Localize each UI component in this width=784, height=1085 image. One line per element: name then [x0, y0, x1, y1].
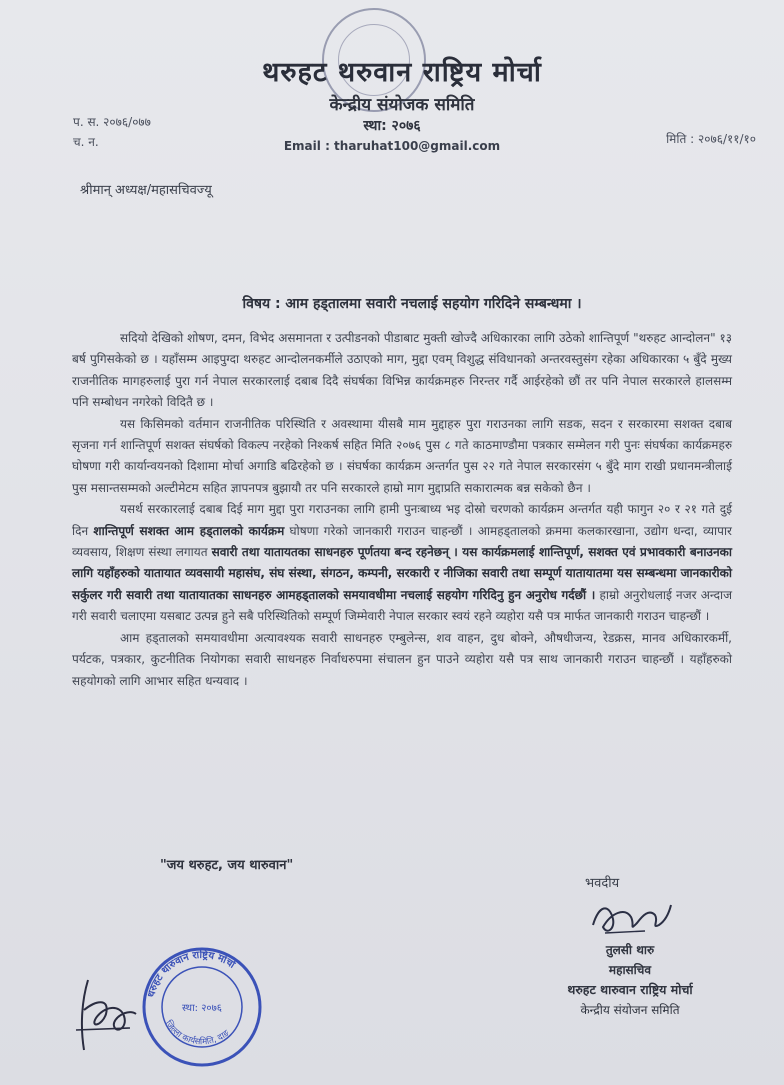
signatory-block [530, 940, 730, 1020]
paragraph-3-bold-b: सवारी तथा यातायतका साधनहरु पूर्णतया बन्द रहनेछन् । यस कार्यक्रमलाई शान्तिपूर्ण, सशक्त एवं प्रभावकारी बनाउनका लागि यहाँहरुको यातायात व्यवसायी महासंघ, संघ संस्था, संगठन, कम्पनी, सरकारी र नीजिका सवारी तथा सम्पूर्ण यातायातमा यस सम्बन्धमा जानकारीको सर्कुलर गरी सवारी तथा यातायातका साधनहरु आमहड्तालको समयावधीमा नचलाई सहयोग गरिदिनु हुन अनुरोध गर्दछौं । [72, 545, 732, 602]
left-signature [70, 970, 150, 1065]
signatory-signature [585, 895, 675, 945]
letter-body [72, 328, 732, 692]
district-stamp [140, 945, 264, 1069]
paragraph-3-text-a: यसर्थ सरकारलाई दबाब दिई माग मुद्दा पुरा गराउनका लागि हामी पुनःबाध्य भइ दोस्रो चरणको कार्यक्रम अन्तर्गत यही फागुन २० र २१ गते दुई दिन [72, 502, 732, 538]
signatory-org: थरुहट थारुवान राष्ट्रिय मोर्चा [567, 982, 693, 997]
letter-date: मिति : २०७६/११/१० [666, 132, 756, 146]
closing: भवदीय [585, 876, 620, 891]
stamp-center-text: स्था: २०७६ [181, 1003, 223, 1014]
org-email: Email : tharuhat100@gmail.com [283, 139, 501, 153]
salutation: श्रीमान् अध्यक्ष/महासचिवज्यू [80, 183, 212, 198]
signatory-title: महासचिव [608, 963, 652, 977]
slogan: "जय थरुहट, जय थारुवान" [160, 858, 294, 873]
paragraph-3-bold-a: शान्तिपूर्ण सशक्त आम हड्तालको कार्यक्रम [93, 523, 285, 538]
committee-name: केन्द्रीय संयोजक समिति [329, 95, 475, 115]
paragraph-3 [72, 499, 732, 627]
svg-text:थरुहट थारुवान राष्ट्रिय मोर्चा [146, 948, 239, 999]
paragraph-2: यस किसिमको वर्तमान राजनीतिक परिस्थिति र अवस्थामा यीसबै माम मुद्दाहरु पुरा गराउनका लागि सडक, सदन र सरकारमा सशक्त दबाब सृजना गर्न शान्तिपूर्ण सशक्त संघर्षको विकल्प नरहेको निश्कर्ष सहित मिति २०७६ पुस ८ गते काठमाण्डौमा पत्रकार सम्मेलन गरी पुनः संघर्षका कार्यक्रमहरु घोषणा गरी कार्यान्वयनको दिशामा मोर्चा अगाडि बढिरहेको छ । संघर्षका कार्यक्रम अन्तर्गत पुस २२ गते नेपाल सरकारसंग ५ बुँदे माग राखी प्रधानमन्त्रीलाई पुस मसान्तसम्मको अल्टीमेटम सहित ज्ञापनपत्र बुझायौ तर पनि सरकारले हाम्रो माग मुद्दाप्रति सकारात्मक बन्न सकेको छैन । [72, 416, 732, 495]
svg-text:जिल्ला कार्यसमिति, दाङ [163, 1018, 232, 1047]
stamp-ring-text: थरुहट थारुवान राष्ट्रिय मोर्चा [146, 949, 237, 999]
paragraph-3-text-c: हाम्रो अनुरोधलाई नजर अन्दाज गरी सवारी चलाएमा यसबाट उत्पन्न हुने सबै परिस्थितिको सम्पूर्ण जिम्मेवारी नेपाल सरकार स्वयं रहने व्यहोरा यसै पत्र मार्फत जानकारी गराउन चाहन्छौं । [72, 587, 732, 624]
reference-block [73, 112, 151, 152]
dispatch-number: च. न. [73, 135, 99, 149]
established-year: स्था: २०७६ [363, 118, 421, 134]
paragraph-3-text-b: घोषणा गरेको जानकारी गराउन चाहन्छौं । आमहड्तालको क्रममा कलकारखाना, उद्योग धन्दा, व्यापार व्यवसाय, शिक्षण संस्था लगायत [72, 523, 732, 560]
signatory-name: तुलसी थारु [605, 943, 655, 957]
paragraph-4: आम हड्तालको समयावधीमा अत्यावश्यक सवारी साधनहरु एम्बुलेन्स, शव वाहन, दुध बोक्ने, औषधीजन्य, रेडक्रस, मानव अधिकारकर्मी, पर्यटक, पत्रकार, कुटनीतिक नियोगका सवारी साधनहरु निर्वाधरुपमा संचालन हुन पाउने व्यहोरा यसै पत्र साथ जानकारी गराउन चाहन्छौं । यहाँहरुको सहयोगको लागि आभार सहित धन्यवाद । [72, 630, 732, 688]
stamp-bottom-text: जिल्ला कार्यसमिति, दाङ [162, 1018, 232, 1048]
ref-number: प. स. २०७६/०७७ [73, 115, 151, 129]
paragraph-1: सदियो देखिको शोषण, दमन, विभेद असमानता र उत्पीडनको पीडाबाट मुक्ती खोज्दै अधिकारका लागि उठेको शान्तिपूर्ण "थरुहट आन्दोलन" १३ बर्ष पुगिसकेको छ । यहाँसम्म आइपुग्दा थरुहट आन्दोलनकर्मीले उठाएको माग, मुद्दा एवम् विशुद्ध संविधानको अन्तरवस्तुसंग रहेका अधिकारका ५ बुँदे मुख्य राजनीतिक मागहरुलाई पुरा गर्न नेपाल सरकारलाई दबाब दिदै संघर्षका विभिन्न कार्यक्रमहरु निरन्तर गर्दै आईरहेको छौं तर पनि नेपाल सरकारले हालसम्म पनि सम्बोधन नगरेको विदितै छ । [72, 331, 732, 410]
org-name: थरुहट थरुवान राष्ट्रिय मोर्चा [262, 57, 542, 88]
signatory-committee: केन्द्रीय संयोजन समिति [580, 1003, 680, 1017]
subject-line: विषय : आम हड्तालमा सवारी नचलाई सहयोग गरिदिने सम्बन्धमा । [242, 296, 582, 312]
